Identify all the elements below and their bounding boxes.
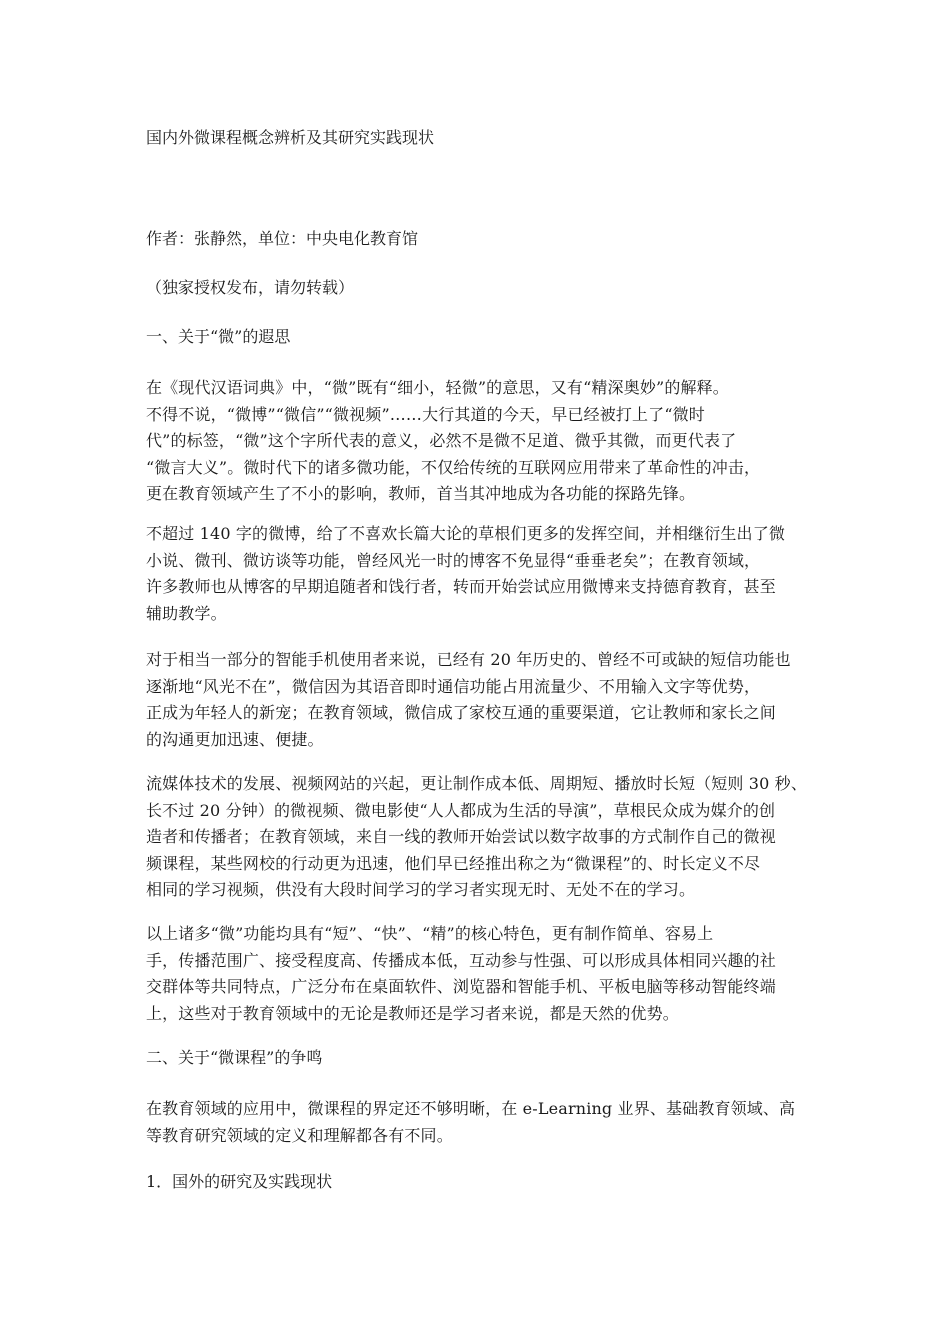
paragraph-line: 在教育领域的应用中，微课程的界定还不够明晰，在 e-Learning 业界、基础教育领域、高 [146,1099,796,1118]
paragraph-line: 更在教育领域产生了不小的影响，教师，首当其冲地成为各功能的探路先锋。 [146,484,696,503]
paragraph-line: 手，传播范围广、接受程度高、传播成本低，互动参与性强、可以形成具体相同兴趣的社 [146,950,776,970]
paragraph-4 [146,771,810,904]
paragraph-line: 逐渐地“风光不在”，微信因为其语音即时通信功能占用流量少、不用输入文字等优势， [146,676,761,696]
paragraph-line: 以上诸多“微”功能均具有“短”、“快”、“精”的核心特色，更有制作简单、容易上 [146,924,714,943]
paragraph-line: 在《现代汉语词典》中，“微”既有“细小，轻微”的意思，又有“精深奥妙”的解释。 [146,378,729,397]
paragraph-line: 频课程，某些网校的行动更为迅速，他们早已经推出称之为“微课程”的、时长定义不尽 [146,853,761,873]
paragraph-line: 交群体等共同特点，广泛分布在桌面软件、浏览器和智能手机、平板电脑等移动智能终端 [146,977,776,996]
section-heading-1: 一、关于“微”的遐思 [146,327,291,346]
paragraph-3 [146,647,810,753]
paragraph-line: 不超过 140 字的微博，给了不喜欢长篇大论的草根们更多的发挥空间，并相继衍生出了微 [146,524,786,543]
paragraph-line: 长不过 20 分钟）的微视频、微电影使“人人都成为生活的导演”，草根民众成为媒介的创 [146,800,776,820]
rights-note: （独家授权发布，请勿转载） [146,278,355,297]
paragraph-2 [146,521,810,627]
paragraph-line: 造者和传播者；在教育领域，来自一线的教师开始尝试以数字故事的方式制作自己的微视 [146,827,776,846]
paragraph-line: 正成为年轻人的新宠；在教育领域，微信成了家校互通的重要渠道，它让教师和家长之间 [146,703,776,722]
paragraph-line: 许多教师也从博客的早期追随者和饯行者，转而开始尝试应用微博来支持德育教育，甚至 [146,577,776,596]
paragraph-line: 代”的标签，“微”这个字所代表的意义，必然不是微不足道、微乎其微，而更代表了 [146,431,737,450]
paragraph-line: 不得不说，“微博”“微信”“微视频”……大行其道的今天，早已经被打上了“微时 [146,404,705,424]
paragraph-line: 对于相当一部分的智能手机使用者来说，已经有 20 年历史的、曾经不可或缺的短信功能也 [146,650,791,669]
paragraph-6 [146,1096,810,1149]
paragraph-line: 小说、微刊、微访谈等功能，曾经风光一时的博客不免显得“垂垂老矣”；在教育领域， [146,550,761,570]
paragraph-line: 的沟通更加迅速、便捷。 [146,729,324,749]
paragraph-line: 辅助教学。 [146,603,227,623]
document-title: 国内外微课程概念辨析及其研究实践现状 [146,128,435,147]
paragraph-line: 流媒体技术的发展、视频网站的兴起，更让制作成本低、周期短、播放时长短（短则 30 秒、 [146,774,807,793]
paragraph-line: 等教育研究领域的定义和理解都各有不同。 [146,1125,453,1145]
paragraph-1 [146,375,810,508]
paragraph-line: 上，这些对于教育领域中的无论是教师还是学习者来说，都是天然的优势。 [146,1003,679,1023]
subsection-heading-1: 1．国外的研究及实践现状 [146,1172,333,1191]
author-line: 作者：张静然，单位：中央电化教育馆 [146,229,419,248]
paragraph-line: “微言大义”。微时代下的诸多微功能，不仅给传统的互联网应用带来了革命性的冲击， [146,457,761,477]
paragraph-5 [146,921,810,1027]
paragraph-line: 相同的学习视频，供没有大段时间学习的学习者实现无时、无处不在的学习。 [146,880,696,899]
section-heading-2: 二、关于“微课程”的争鸣 [146,1048,323,1067]
